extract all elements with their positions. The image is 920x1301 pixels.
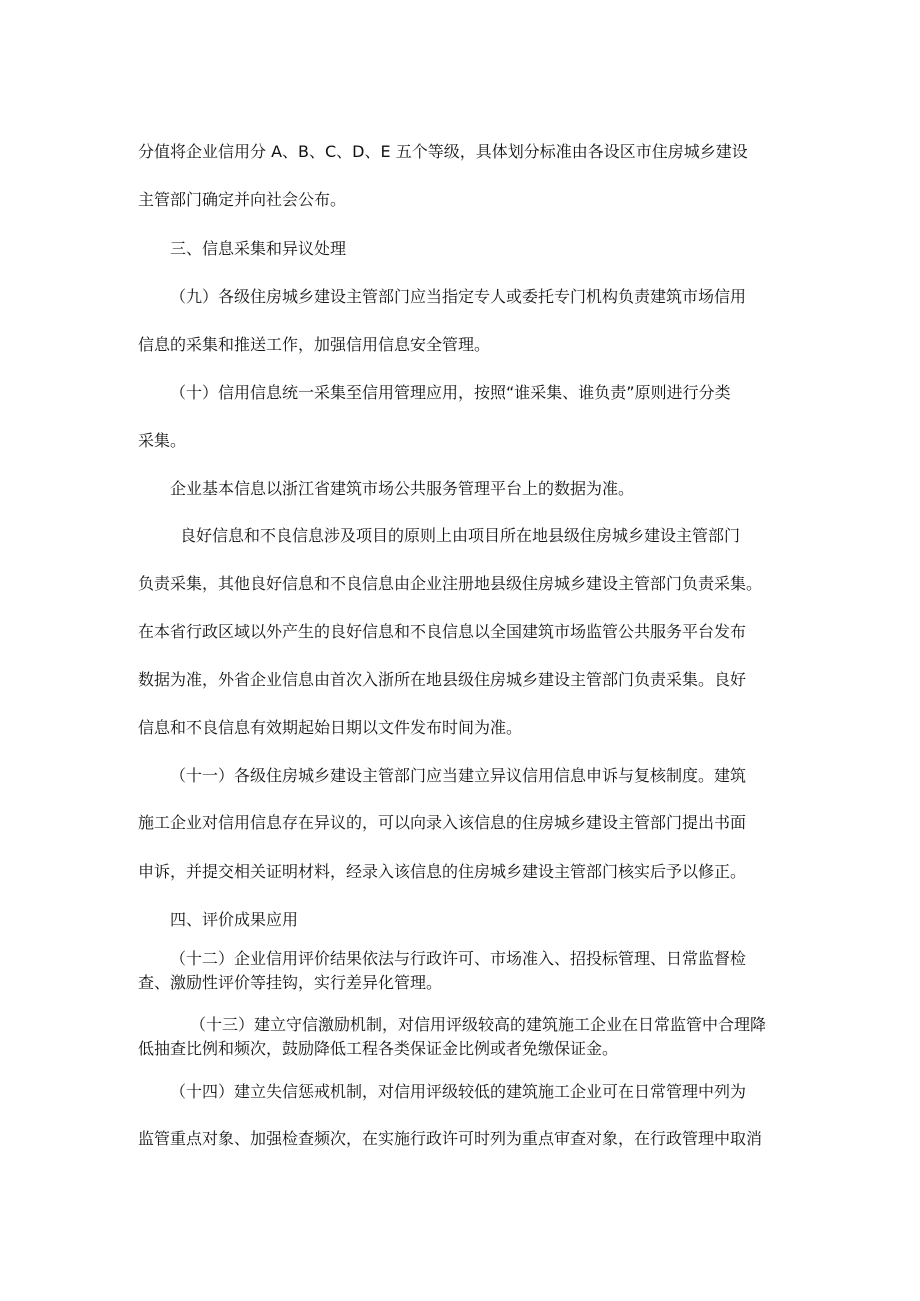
text-line: 企业基本信息以浙江省建筑市场公共服务管理平台上的数据为准。 bbox=[170, 479, 635, 498]
text-line: 数据为准，外省企业信息由首次入浙所在地县级住房城乡建设主管部门负责采集。良好 bbox=[138, 670, 747, 689]
clause-10-line: （十）信用信息统一采集至信用管理应用，按照“谁采集、谁负责”原则进行分类 bbox=[170, 383, 731, 402]
text-line: 良好信息和不良信息涉及项目的原则上由项目所在地县级住房城乡建设主管部门 bbox=[180, 526, 741, 545]
clause-12-line: （十二）企业信用评价结果依法与行政许可、市场准入、招投标管理、日常监督检 bbox=[170, 949, 747, 968]
text-line: 信息和不良信息有效期起始日期以文件发布时间为准。 bbox=[138, 718, 523, 737]
text-line: 申诉，并提交相关证明材料，经录入该信息的住房城乡建设主管部门核实后予以修正。 bbox=[138, 862, 747, 881]
clause-11-line: （十一）各级住房城乡建设主管部门应当建立异议信用信息申诉与复核制度。建筑 bbox=[170, 766, 747, 785]
clause-13-line: （十三）建立守信激励机制，对信用评级较高的建筑施工企业在日常监管中合理降 bbox=[190, 1015, 767, 1034]
section-heading-3: 三、信息采集和异议处理 bbox=[170, 239, 347, 258]
text-line: 主管部门确定并向社会公布。 bbox=[138, 190, 347, 209]
clause-14-line: （十四）建立失信惩戒机制，对信用评级较低的建筑施工企业可在日常管理中列为 bbox=[170, 1082, 747, 1101]
text-line: 负责采集，其他良好信息和不良信息由企业注册地县级住房城乡建设主管部门负责采集。 bbox=[138, 574, 763, 593]
text-line: 在本省行政区域以外产生的良好信息和不良信息以全国建筑市场监管公共服务平台发布 bbox=[138, 622, 747, 641]
section-heading-4: 四、评价成果应用 bbox=[170, 910, 299, 929]
clause-9-line: （九）各级住房城乡建设主管部门应当指定专人或委托专门机构负责建筑市场信用 bbox=[170, 287, 747, 306]
text-line: 监管重点对象、加强检查频次，在实施行政许可时列为重点审查对象，在行政管理中取消 bbox=[138, 1129, 763, 1148]
text-line: 采集。 bbox=[138, 431, 187, 450]
text-line: 信息的采集和推送工作，加强信用信息安全管理。 bbox=[138, 335, 491, 354]
text-line: 施工企业对信用信息存在异议的，可以向录入该信息的住房城乡建设主管部门提出书面 bbox=[138, 813, 747, 832]
text-line: 查、激励性评价等挂钩，实行差异化管理。 bbox=[138, 973, 443, 992]
text-line: 分值将企业信用分 A、B、C、D、E 五个等级，具体划分标准由各设区市住房城乡建设 bbox=[138, 142, 748, 161]
text-line: 低抽查比例和频次，鼓励降低工程各类保证金比例或者免缴保证金。 bbox=[138, 1039, 619, 1058]
